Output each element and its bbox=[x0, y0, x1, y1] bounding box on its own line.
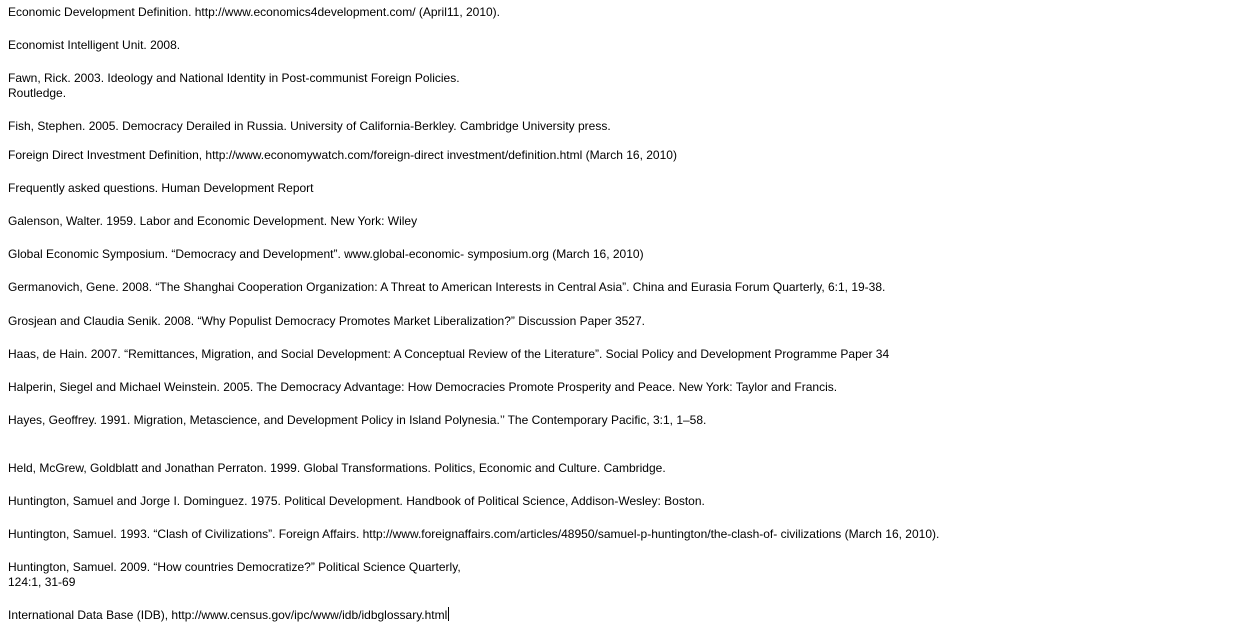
reference-line: Economist Intelligent Unit. 2008. bbox=[8, 38, 181, 52]
reference-entry bbox=[8, 148, 677, 163]
reference-line: Huntington, Samuel. 2009. “How countries Democratize?” Political Science Quarterly, bbox=[8, 560, 461, 574]
reference-line: Fawn, Rick. 2003. Ideology and National Identity in Post-communist Foreign Policies. bbox=[8, 71, 460, 85]
text-cursor bbox=[448, 607, 449, 621]
reference-line: Foreign Direct Investment Definition, http://www.economywatch.com/foreign-direct investment/definition.html (March 16, 2010) bbox=[8, 148, 677, 162]
reference-entry bbox=[8, 413, 706, 428]
reference-entry bbox=[8, 181, 314, 196]
reference-line: Halperin, Siegel and Michael Weinstein. 2005. The Democracy Advantage: How Democracies Promote Prosperity and Peace. New York: Taylor and Francis. bbox=[8, 380, 838, 394]
reference-line: Haas, de Hain. 2007. “Remittances, Migration, and Social Development: A Conceptual Review of the Literature”. Social Policy and Development Programme Paper 34 bbox=[8, 347, 890, 361]
reference-entry bbox=[8, 71, 460, 101]
reference-line: Germanovich, Gene. 2008. “The Shanghai Cooperation Organization: A Threat to American Interests in Central Asia”. China and Eurasia Forum Quarterly, 6:1, 19-38. bbox=[8, 280, 886, 294]
reference-entry bbox=[8, 38, 180, 53]
reference-line: Routledge. bbox=[8, 86, 67, 100]
reference-entry bbox=[8, 214, 417, 229]
reference-entry bbox=[8, 5, 500, 20]
reference-line bbox=[8, 607, 449, 623]
reference-entry bbox=[8, 347, 889, 362]
reference-line: Frequently asked questions. Human Development Report bbox=[8, 181, 314, 195]
reference-line: Global Economic Symposium. “Democracy and Development”. www.global-economic- symposium.org (March 16, 2010) bbox=[8, 247, 644, 261]
reference-line: Hayes, Geoffrey. 1991. Migration, Metascience, and Development Policy in Island Polynesia.’’ The Contemporary Pacific, 3:1, 1–58. bbox=[8, 413, 707, 427]
reference-entry bbox=[8, 461, 666, 476]
reference-line: Huntington, Samuel. 1993. “Clash of Civilizations”. Foreign Affairs. http://www.foreignaffairs.com/articles/48950/samuel-p-huntington/the-clash-of- civilizations (March 16, 2010). bbox=[8, 527, 940, 541]
reference-line: Fish, Stephen. 2005. Democracy Derailed in Russia. University of California-Berkley. Cambridge University press. bbox=[8, 119, 611, 133]
reference-line: Huntington, Samuel and Jorge I. Dominguez. 1975. Political Development. Handbook of Political Science, Addison-Wesley: Boston. bbox=[8, 494, 705, 508]
reference-entry bbox=[8, 119, 611, 134]
reference-text: International Data Base (IDB), http://www.census.gov/ipc/www/idb/idbglossary.html bbox=[8, 608, 448, 622]
reference-line: Grosjean and Claudia Senik. 2008. “Why Populist Democracy Promotes Market Liberalization?” Discussion Paper 3527. bbox=[8, 314, 645, 328]
reference-line: 124:1, 31-69 bbox=[8, 575, 76, 589]
reference-entry bbox=[8, 314, 645, 329]
reference-entry bbox=[8, 607, 449, 623]
reference-entry bbox=[8, 247, 644, 262]
reference-line: Held, McGrew, Goldblatt and Jonathan Perraton. 1999. Global Transformations. Politics, Economic and Culture. Cambridge. bbox=[8, 461, 666, 475]
reference-entry bbox=[8, 494, 705, 509]
reference-entry bbox=[8, 560, 461, 590]
reference-entry bbox=[8, 280, 885, 295]
reference-entry bbox=[8, 527, 939, 542]
reference-line: Economic Development Definition. http://www.economics4development.com/ (April11, 2010). bbox=[8, 5, 501, 19]
reference-line: Galenson, Walter. 1959. Labor and Economic Development. New York: Wiley bbox=[8, 214, 418, 228]
reference-entry bbox=[8, 380, 837, 395]
